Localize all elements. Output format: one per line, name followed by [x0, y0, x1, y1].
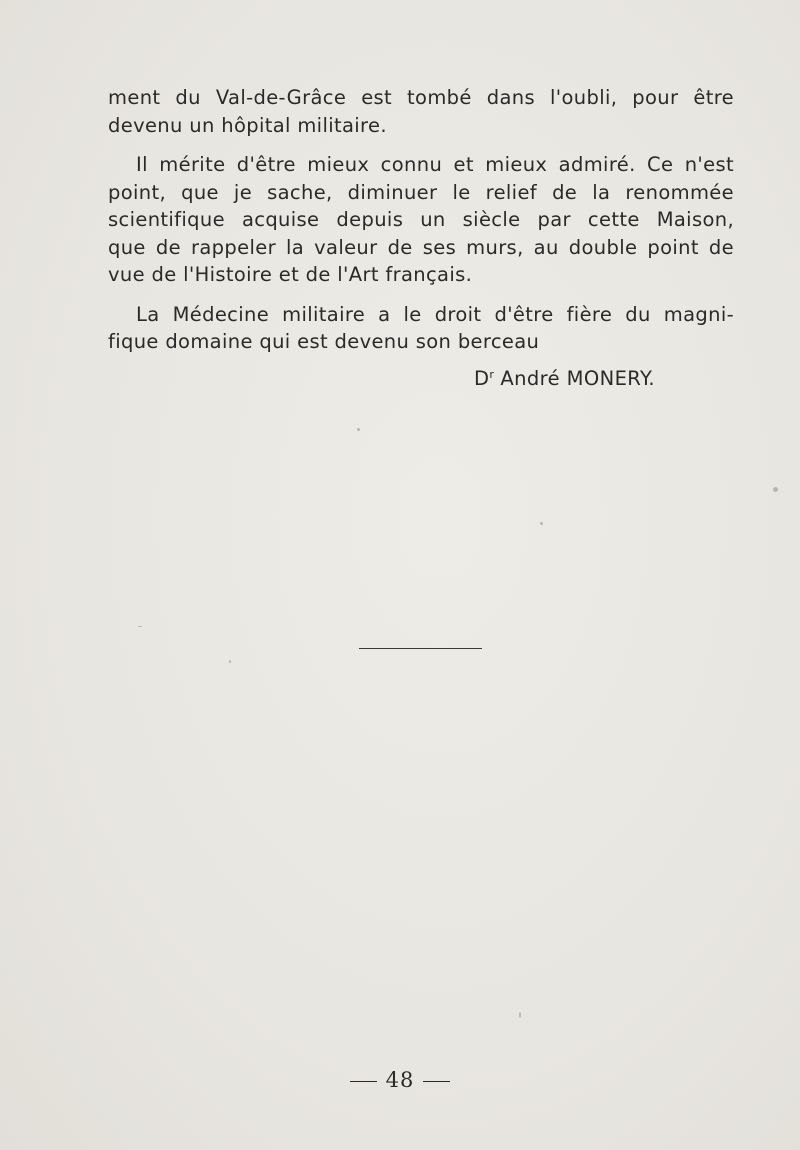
signature-title-superscript: r — [489, 368, 495, 381]
paragraph-1 — [108, 84, 734, 139]
section-divider — [359, 648, 482, 649]
signature-name: André MONERY. — [500, 367, 655, 390]
paper-speck — [357, 428, 360, 431]
signature — [474, 367, 655, 390]
paper-speck — [773, 487, 778, 492]
paper-speck — [540, 522, 543, 525]
text-line: point, que je sache, diminuer le relief de la renommée — [108, 180, 734, 204]
paper-speck — [519, 1012, 521, 1018]
text-line: vue de l'Histoire et de l'Art français. — [108, 263, 473, 286]
text-line: que de rappeler la valeur de ses murs, au double point de — [108, 235, 734, 259]
left-dash — [350, 1081, 377, 1083]
paper-speck — [138, 626, 142, 627]
text-line: La Médecine militaire a le droit d'être fière du magni- — [136, 302, 734, 326]
page-number-footer — [0, 1068, 800, 1092]
body-text — [108, 84, 734, 356]
paper-speck — [229, 660, 231, 663]
paragraph-3 — [108, 301, 734, 356]
text-line: scientifique acquise depuis un siècle par cette Maison, — [108, 208, 734, 231]
text-line: devenu un hôpital militaire. — [108, 113, 387, 137]
page-number: 48 — [385, 1068, 415, 1092]
text-line: fique domaine qui est devenu son berceau — [108, 330, 540, 353]
signature-title: D — [474, 367, 490, 390]
text-line: Il mérite d'être mieux connu et mieux admiré. Ce n'est — [136, 153, 734, 176]
right-dash — [423, 1081, 450, 1083]
paragraph-2 — [108, 151, 734, 289]
text-line: ment du Val-de-Grâce est tombé dans l'oubli, pour être — [108, 86, 734, 109]
